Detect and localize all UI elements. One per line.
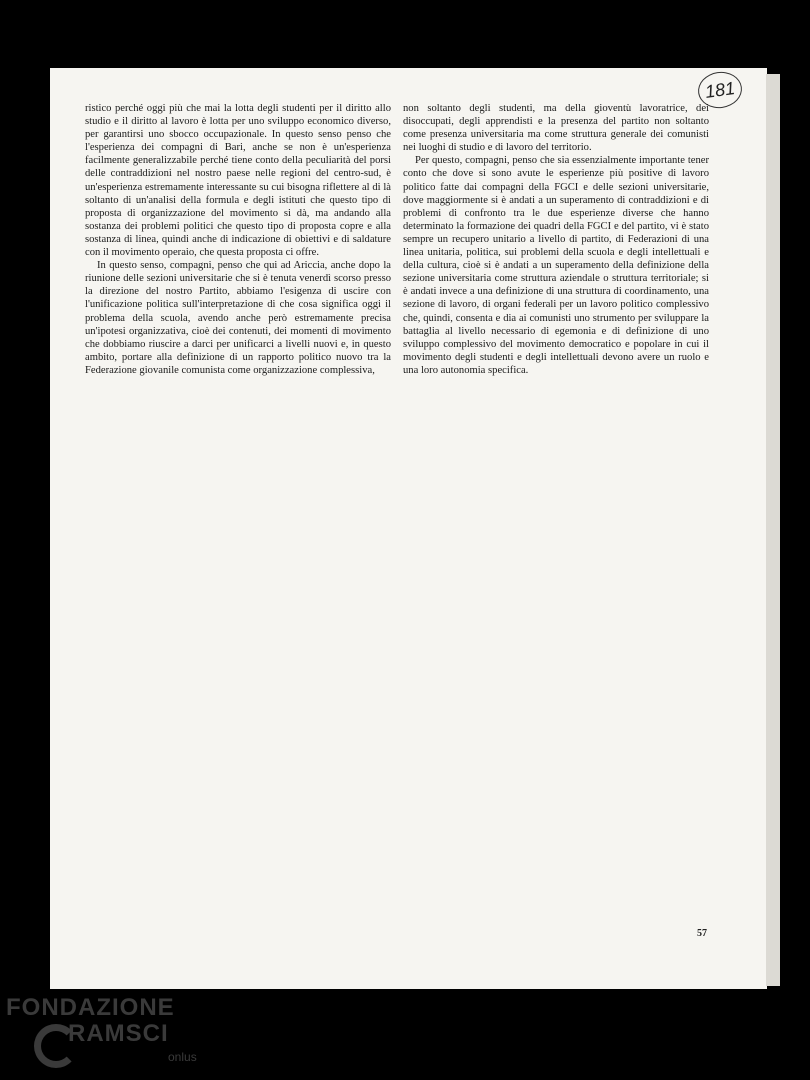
left-column	[85, 102, 391, 377]
watermark-logo	[6, 994, 206, 1074]
paragraph: ristico perché oggi più che mai la lotta degli studenti per il diritto allo studio e il diritto al lavoro è lotta per uno sviluppo economico diverso, per garantirsi uno sbocco occupazionale. In questo senso penso che l'esperienza dei compagni di Bari, anche se non è un'esperienza facilmente generalizzabile perché tiene conto della peculiarità del porsi delle contraddizioni nel nostro paese nelle regioni del centro-sud, è un'esperienza estremamente interessante su cui bisogna riflettere al di là soltanto di un'analisi della formula e degli istituti che questo tipo di proposta di organizzazione del movimento si dà, ma andando alla sostanza dei problemi politici che questo tipo di proposta copre e alla sostanza di linea, quindi anche di indicazione di obiettivi e di saldature con il movimento operaio, che questa proposta ci offre.	[85, 103, 391, 259]
page-edge	[766, 74, 780, 986]
document-page	[50, 68, 767, 989]
paragraph: non soltanto degli studenti, ma della gioventù lavoratrice, dei disoccupati, degli apprendisti e la presenza del partito non soltanto come presenza universitaria ma come struttura generale dei comunisti nei luoghi di studio e di lavoro del territorio.	[403, 103, 709, 154]
archive-stamp: 181	[696, 69, 745, 111]
page-number: 57	[697, 928, 707, 939]
watermark-line2: RAMSCI	[68, 1020, 169, 1047]
paragraph: In questo senso, compagni, penso che qui ad Ariccia, anche dopo la riunione delle sezioni universitarie che si è tenuta venerdì scorso presso la direzione del nostro Partito, abbiamo l'esigenza di uscire con l'unificazione politica sull'interpretazione di che cosa significa oggi il problema della scuola, avendo anche però estremamente precisa un'ipotesi organizzativa, cioè dei contenuti, dei momenti di movimento che dobbiamo riuscire a darci per unificarci a livelli nuovi e, in questo ambito, portare alla definizione di un rapporto politico nuovo tra la Federazione giovanile comunista come organizzazione complessiva,	[85, 260, 391, 376]
watermark-line3: onlus	[168, 1050, 197, 1064]
right-column	[403, 102, 709, 377]
watermark-line1: FONDAZIONE	[6, 994, 175, 1021]
paragraph: Per questo, compagni, penso che sia essenzialmente importante tener conto che dove si sono avute le esperienze più positive di lavoro politico fatte dai compagni della FGCI e delle sezioni universitarie, dove maggiormente si è andati a un superamento di contraddizioni e di problemi di confronto tra le due esperienze diverse che hanno determinato la formazione dei quadri della FGCI e del partito, vi è stato sempre un recupero unitario a livello di partito, di Federazioni di una linea unitaria, politica, sui problemi della scuola e degli intellettuali e della cultura, cioè si è andati a un superamento della definizione della sezione universitaria come struttura aziendale o struttura territoriale; si è andati invece a una definizione di una struttura di coordinamento, una sezione di lavoro, di organi federali per un lavoro politico complessivo che, quindi, consenta e dia ai comunisti uno strumento per sviluppare la battaglia al livello necessario di egemonia e di definizione di uno sviluppo complessivo del movimento democratico e popolare in cui il movimento degli studenti e degli intellettuali devono avere un ruolo e una loro autonomia specifica.	[403, 155, 709, 376]
